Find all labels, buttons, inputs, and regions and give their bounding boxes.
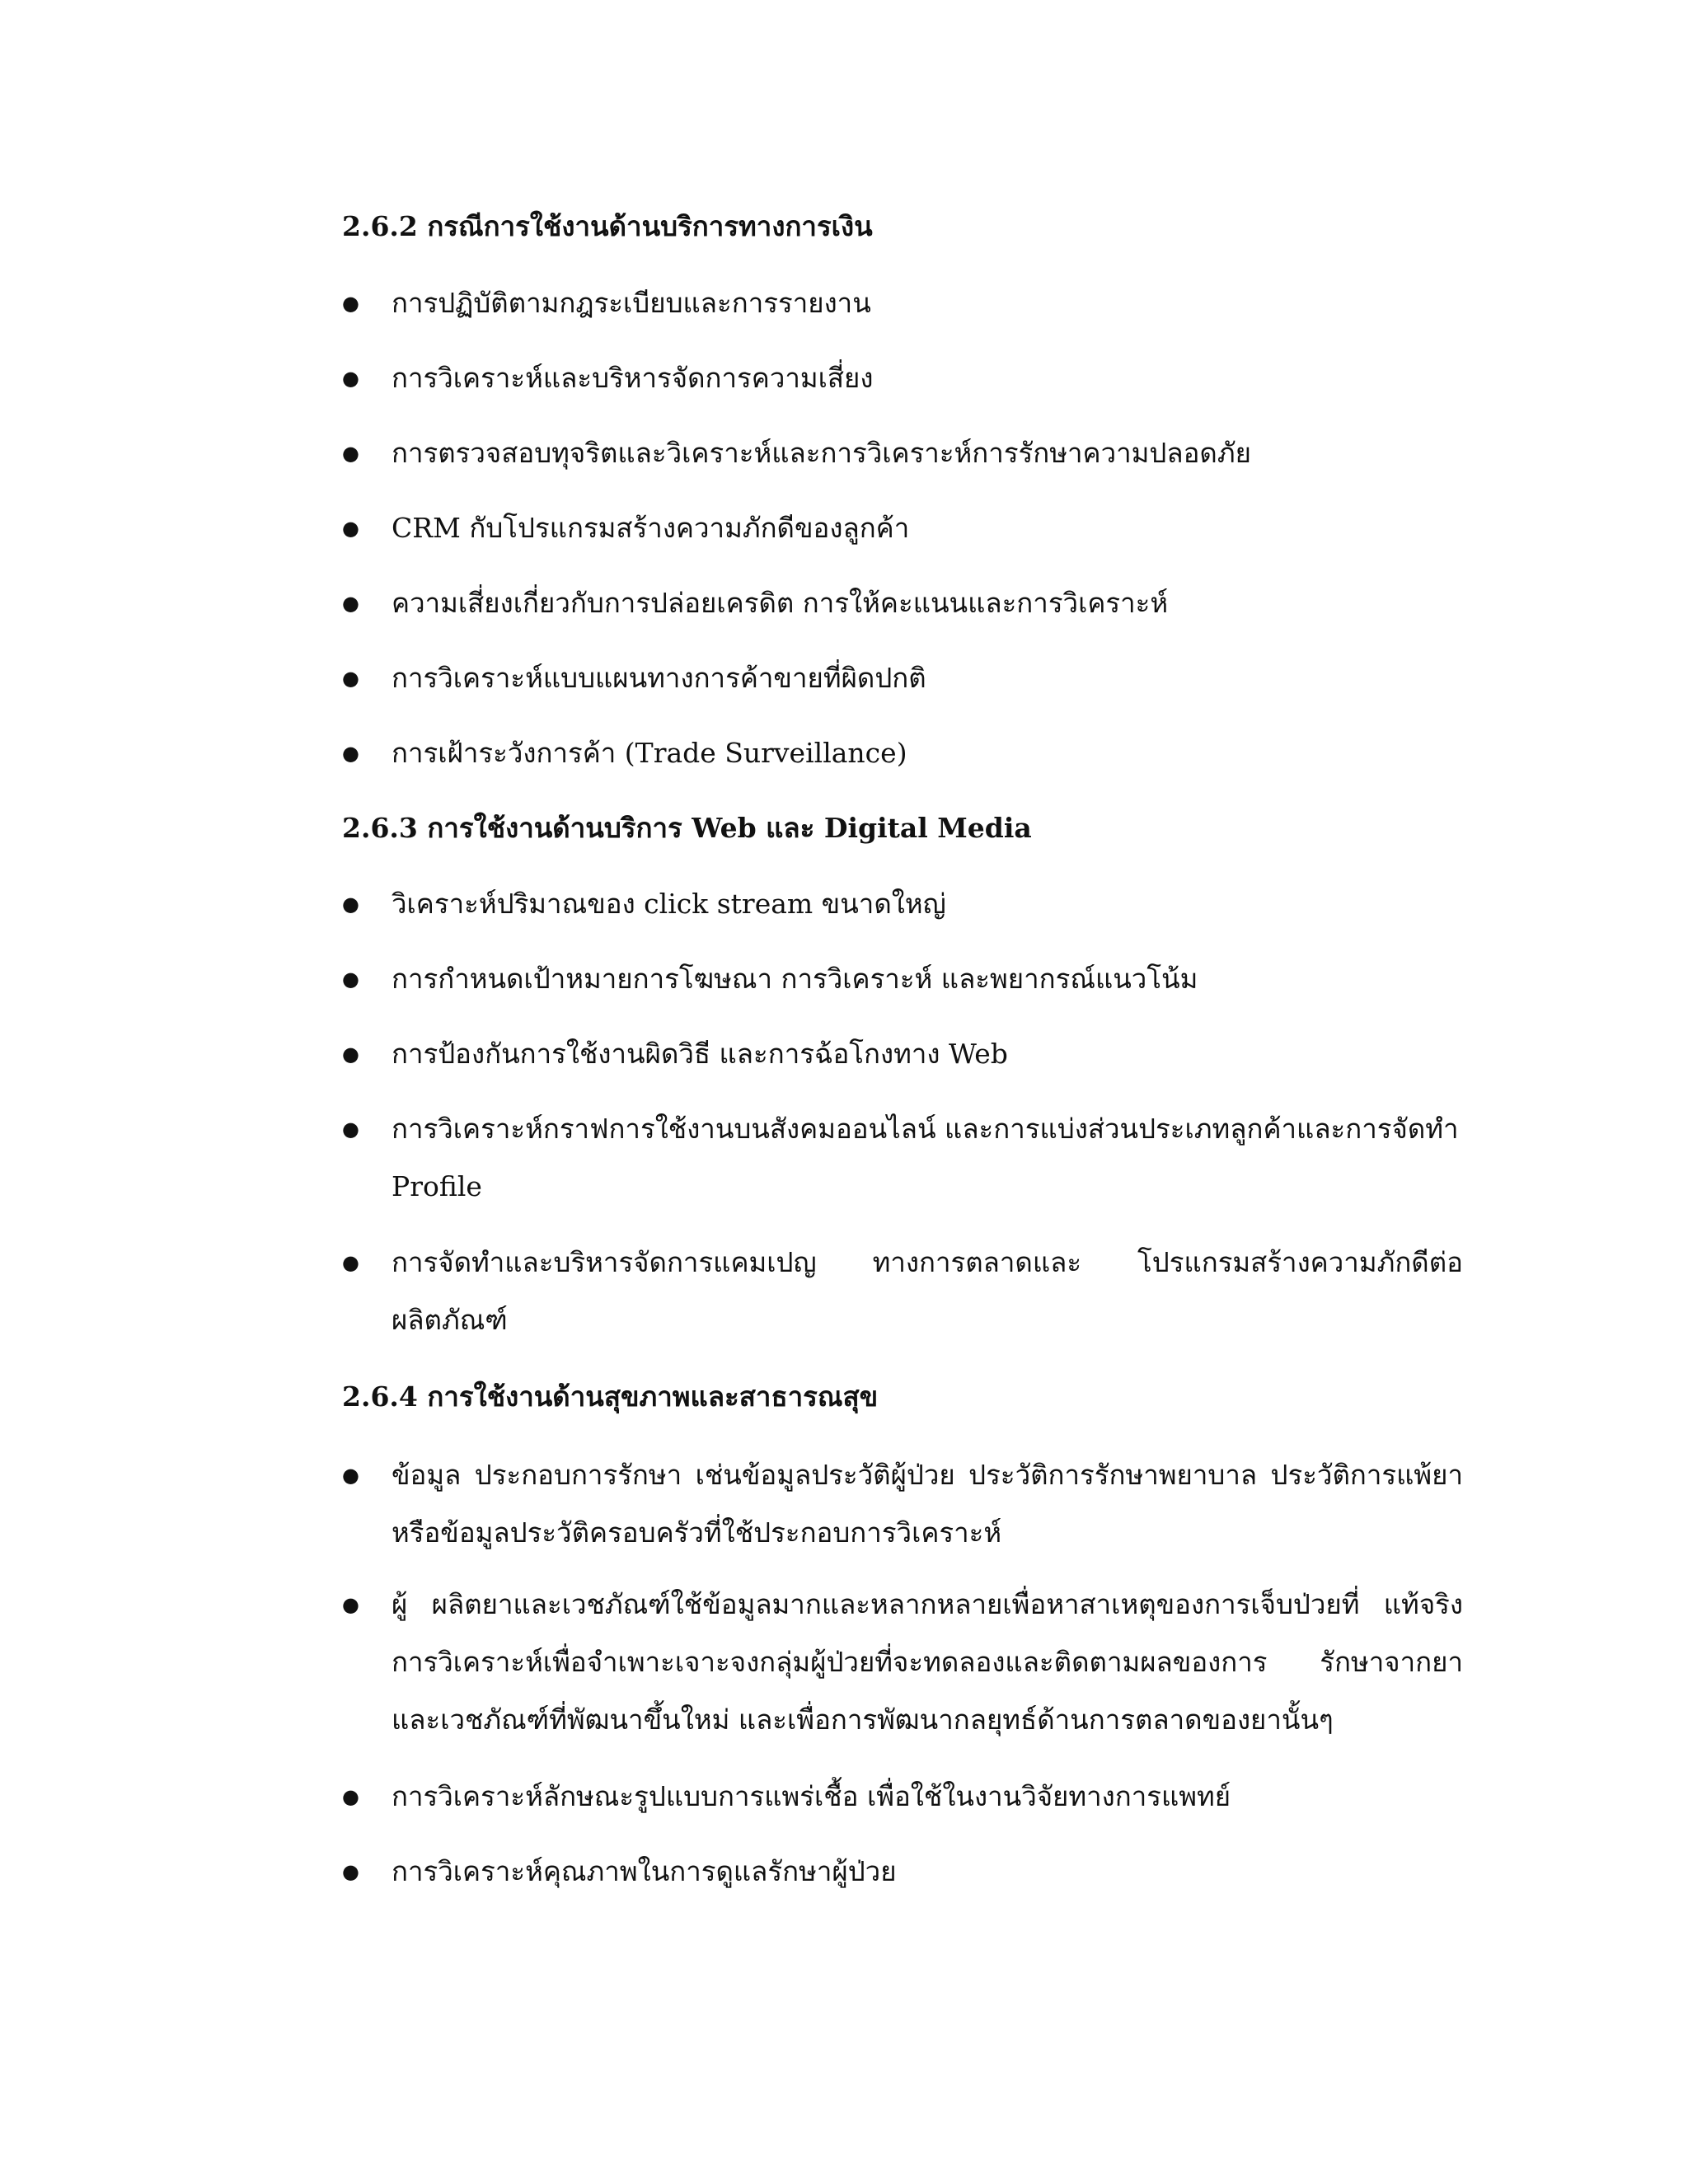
bullet-icon: ● [342, 1118, 359, 1141]
bullet-icon: ● [342, 442, 359, 465]
bullet-icon: ● [342, 1785, 359, 1808]
bullet-icon: ● [342, 968, 359, 991]
bullet-icon: ● [342, 1043, 359, 1066]
list-item-text: การวิเคราะห์กราฟการใช้งานบนสังคมออนไลน์ และการแบ่งส่วนประเภทลูกค้าและการจัดทำ Profile [392, 1113, 1459, 1202]
list-item-text: วิเคราะห์ปริมาณของ click stream ขนาดใหญ่ [392, 888, 946, 920]
list-item-text: การป้องกันการใช้งานผิดวิธี และการฉ้อโกงทาง Web [392, 1038, 1008, 1070]
section-heading-2-6-3: 2.6.3 การใช้งานด้านบริการ Web และ Digital Media [342, 812, 1032, 844]
bullet-icon: ● [342, 1464, 359, 1487]
list-item-text: การเฝ้าระวังการค้า (Trade Surveillance) [392, 737, 907, 769]
list-item-text: การวิเคราะห์แบบแผนทางการค้าขายที่ผิดปกติ [392, 662, 926, 694]
section-heading-2-6-2: 2.6.2 กรณีการใช้งานด้านบริการทางการเงิน [342, 210, 873, 242]
bullet-icon: ● [342, 667, 359, 690]
list-item-text: CRM กับโปรแกรมสร้างความภักดีของลูกค้า [392, 512, 910, 544]
list-item-text: การตรวจสอบทุจริตและวิเคราะห์และการวิเคราะห์การรักษาความปลอดภัย [392, 437, 1251, 469]
list-item-text: การวิเคราะห์ลักษณะรูปแบบการแพร่เชื้อ เพื่อใช้ในงานวิจัยทางการแพทย์ [392, 1780, 1231, 1812]
bullet-icon: ● [342, 592, 359, 615]
list-item-text: การกำหนดเป้าหมายการโฆษณา การวิเคราะห์ และพยากรณ์แนวโน้ม [392, 963, 1198, 995]
bullet-icon: ● [342, 1593, 359, 1616]
bullet-icon: ● [342, 367, 359, 390]
section-heading-2-6-4: 2.6.4 การใช้งานด้านสุขภาพและสาธารณสุข [342, 1380, 879, 1413]
list-item-text: ข้อมูล ประกอบการรักษา เช่นข้อมูลประวัติผู้ป่วย ประวัติการรักษาพยาบาล ประวัติการแพ้ยา หรือข้อมูลประวัติครอบครัวที่ใช้ประกอบการวิเคราะห์ [392, 1459, 1463, 1549]
bullet-icon: ● [342, 742, 359, 765]
list-item-text: การปฏิบัติตามกฎระเบียบและการรายงาน [392, 287, 871, 319]
list-item-text: ผู้ ผลิตยาและเวชภัณฑ์ใช้ข้อมูลมากและหลากหลายเพื่อหาสาเหตุของการเจ็บป่วยที่ แท้จริง การวิเคราะห์เพื่อจำเพาะเจาะจงกลุ่มผู้ป่วยที่จะทดลองและติดตามผลของการ รักษาจากยาและเวชภัณฑ์ที่พัฒนาขึ้นใหม่ และเพื่อการพัฒนากลยุทธ์ด้านการตลาดของยานั้นๆ [392, 1588, 1463, 1736]
bullet-icon: ● [342, 517, 359, 540]
bullet-icon: ● [342, 1251, 359, 1274]
list-item-text: การวิเคราะห์คุณภาพในการดูแลรักษาผู้ป่วย [392, 1855, 897, 1887]
list-item-text: ความเสี่ยงเกี่ยวกับการปล่อยเครดิต การให้คะแนนและการวิเคราะห์ [392, 587, 1169, 619]
bullet-icon: ● [342, 292, 359, 315]
bullet-icon: ● [342, 893, 359, 916]
bullet-icon: ● [342, 1860, 359, 1883]
list-item-text: การวิเคราะห์และบริหารจัดการความเสี่ยง [392, 362, 874, 394]
list-item-text: การจัดทำและบริหารจัดการแคมเปญ ทางการตลาดและ โปรแกรมสร้างความภักดีต่อผลิตภัณฑ์ [392, 1246, 1463, 1336]
